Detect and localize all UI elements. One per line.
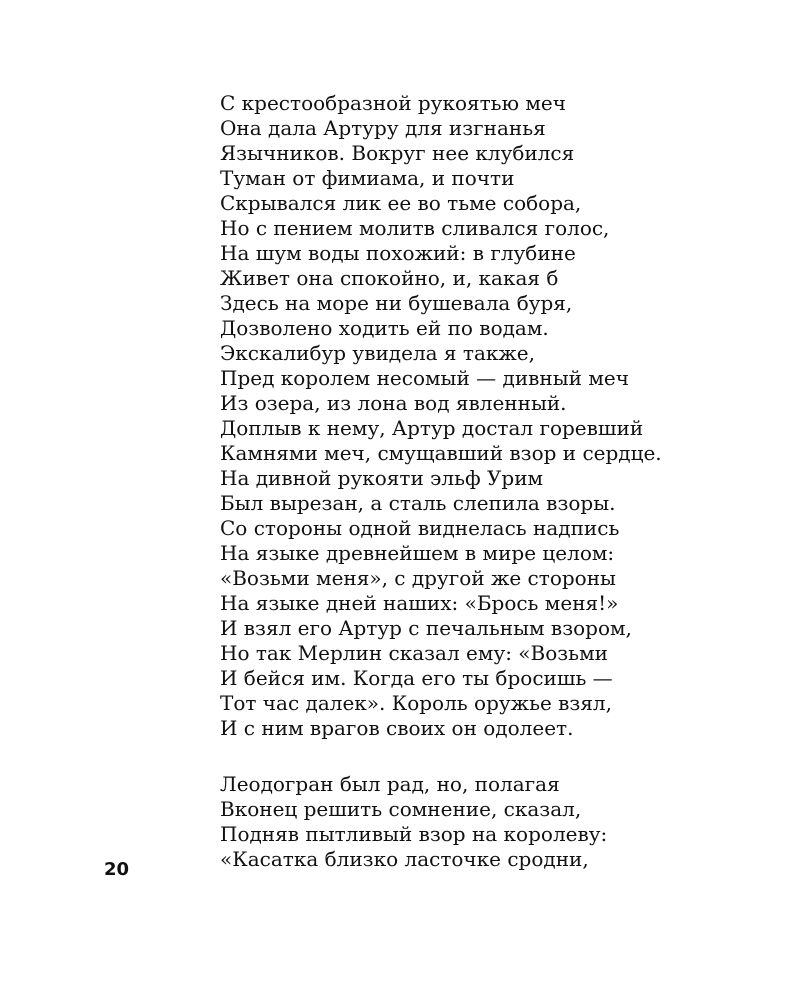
poem-line: И бейся им. Когда его ты бросишь — — [220, 666, 613, 690]
poem-line: Здесь на море ни бушевала буря, — [220, 291, 573, 315]
poem-line: Скрывался лик ее во тьме собора, — [220, 191, 582, 215]
poem-line: Из озера, из лона вод явленный. — [220, 391, 567, 415]
poem-line: «Возьми меня», с другой же стороны — [220, 566, 616, 590]
poem-line: Доплыв к нему, Артур достал горевший — [220, 416, 644, 440]
poem-line: Леодогран был рад, но, полагая — [220, 772, 560, 796]
poem-line: Был вырезан, а сталь слепила взоры. — [220, 491, 616, 515]
poem-line: Пред королем несомый — дивный меч — [220, 366, 629, 390]
poem-line: И взял его Артур с печальным взором, — [220, 616, 632, 640]
poem-line: Дозволено ходить ей по водам. — [220, 316, 549, 340]
poem-line: Но с пением молитв сливался голос, — [220, 216, 610, 240]
poem-line: С крестообразной рукоятью меч — [220, 91, 566, 115]
poem-line: На шум воды похожий: в глубине — [220, 241, 576, 265]
poem-line: Подняв пытливый взор на королеву: — [220, 822, 608, 846]
poem-line: Живет она спокойно, и, какая б — [220, 266, 559, 290]
poem-stanza-2 — [220, 772, 780, 872]
poem-line: Язычников. Вокруг нее клубился — [220, 141, 575, 165]
poem-line: Со стороны одной виднелась надпись — [220, 516, 620, 540]
page-number: 20 — [104, 859, 130, 880]
poem-line: На дивной рукояти эльф Урим — [220, 466, 544, 490]
poem-line: Экскалибур увидела я также, — [220, 341, 535, 365]
poem-line: «Касатка близко ласточке сродни, — [220, 847, 589, 871]
poem-stanza-1 — [220, 91, 780, 741]
poem-line: На языке древнейшем в мире целом: — [220, 541, 615, 565]
poem-line: Тот час далек». Король оружье взял, — [220, 691, 612, 715]
poem-line: Камнями меч, смущавший взор и сердце. — [220, 441, 662, 465]
poem-line: Но так Мерлин сказал ему: «Возьми — [220, 641, 608, 665]
poem-line: Вконец решить сомнение, сказал, — [220, 797, 582, 821]
poem-line: Она дала Артуру для изгнанья — [220, 116, 546, 140]
poem-line: На языке дней наших: «Брось меня!» — [220, 591, 619, 615]
poem-line: Туман от фимиама, и почти — [220, 166, 515, 190]
poem-line: И с ним врагов своих он одолеет. — [220, 716, 574, 740]
